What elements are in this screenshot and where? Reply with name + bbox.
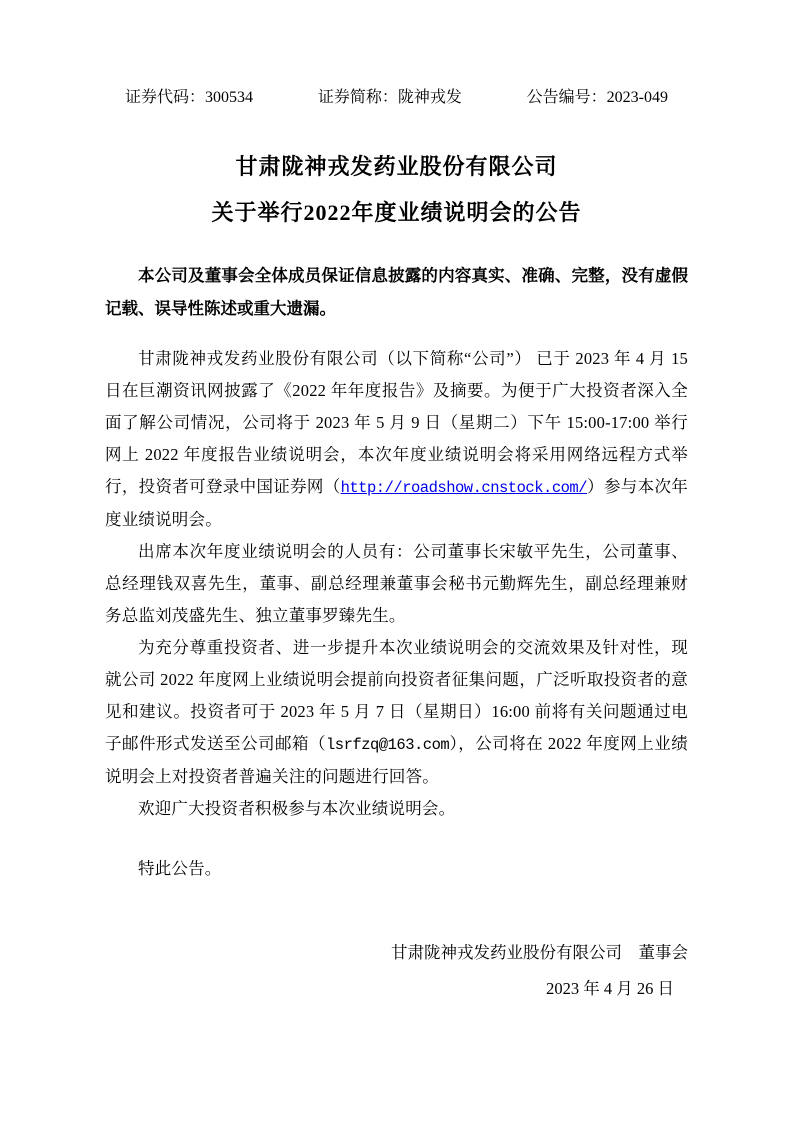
roadshow-link[interactable]: http://roadshow.cnstock.com/ [340, 478, 588, 497]
question-collection-text-after-email: ），公司将在 2022 年度网上业绩说明会上对投资者普遍关注的问题进行回答。 [105, 733, 688, 786]
paragraph-meeting-info [105, 343, 688, 536]
document-title [105, 144, 688, 236]
disclosure-statement: 本公司及董事会全体成员保证信息披露的内容真实、准确、完整，没有虚假记载、误导性陈述或重大遗漏。 [105, 267, 688, 318]
paragraph-attendees: 出席本次年度业绩说明会的人员有：公司董事长宋敏平先生，公司董事、总经理钱双喜先生，董事、副总经理兼董事会秘书元勤辉先生，副总经理兼财务总监刘茂盛先生、独立董事罗臻先生。 [105, 541, 688, 625]
company-email: lsrfzq@163.com [325, 735, 450, 754]
meeting-info-text-after-link: ）参与本次年度业绩说明会。 [105, 476, 688, 529]
paragraph-closing: 特此公告。 [138, 858, 222, 878]
paragraph-welcome: 欢迎广大投资者积极参与本次业绩说明会。 [138, 798, 456, 818]
meeting-info-text-before-link: 甘肃陇神戎发药业股份有限公司（以下简称“公司”） 已于 2023 年 4 月 15 日在巨潮资讯网披露了《2022 年年度报告》及摘要。为便于广大投资者深入全面了解公司情况，公司将于 2023 年 5 月 9 日（星期二）下午 15:00-17:00 举行网上 2022 年度报告业绩说明会，本次年度业绩说明会将采用网络远程方式举行，投资者可登录中国证券网（ [105, 348, 688, 496]
question-collection-text-before-email: 为充分尊重投资者、进一步提升本次业绩说明会的交流效果及针对性，现就公司 2022 年度网上业绩说明会提前向投资者征集问题，广泛听取投资者的意见和建议。投资者可于 2023 年 5 月 7 日（星期日）16:00 前将有关问题通过电子邮件形式发送至公司邮箱（ [105, 637, 688, 753]
paragraph-question-collection [105, 632, 688, 793]
signature-date-line: 2023 年 4 月 26 日 [546, 978, 674, 998]
company-name-title: 甘肃陇神戎发药业股份有限公司 [235, 154, 558, 179]
signature-company-line: 甘肃陇神戎发药业股份有限公司 董事会 [391, 942, 688, 962]
document-header [125, 88, 668, 108]
stock-name: 证券简称：陇神戎发 [317, 89, 462, 106]
stock-code: 证券代码：300534 [125, 89, 254, 106]
announcement-number: 公告编号：2023-049 [526, 89, 668, 106]
announcement-subject-title: 关于举行2022年度业绩说明会的公告 [211, 200, 582, 225]
signature-block [105, 935, 688, 1007]
